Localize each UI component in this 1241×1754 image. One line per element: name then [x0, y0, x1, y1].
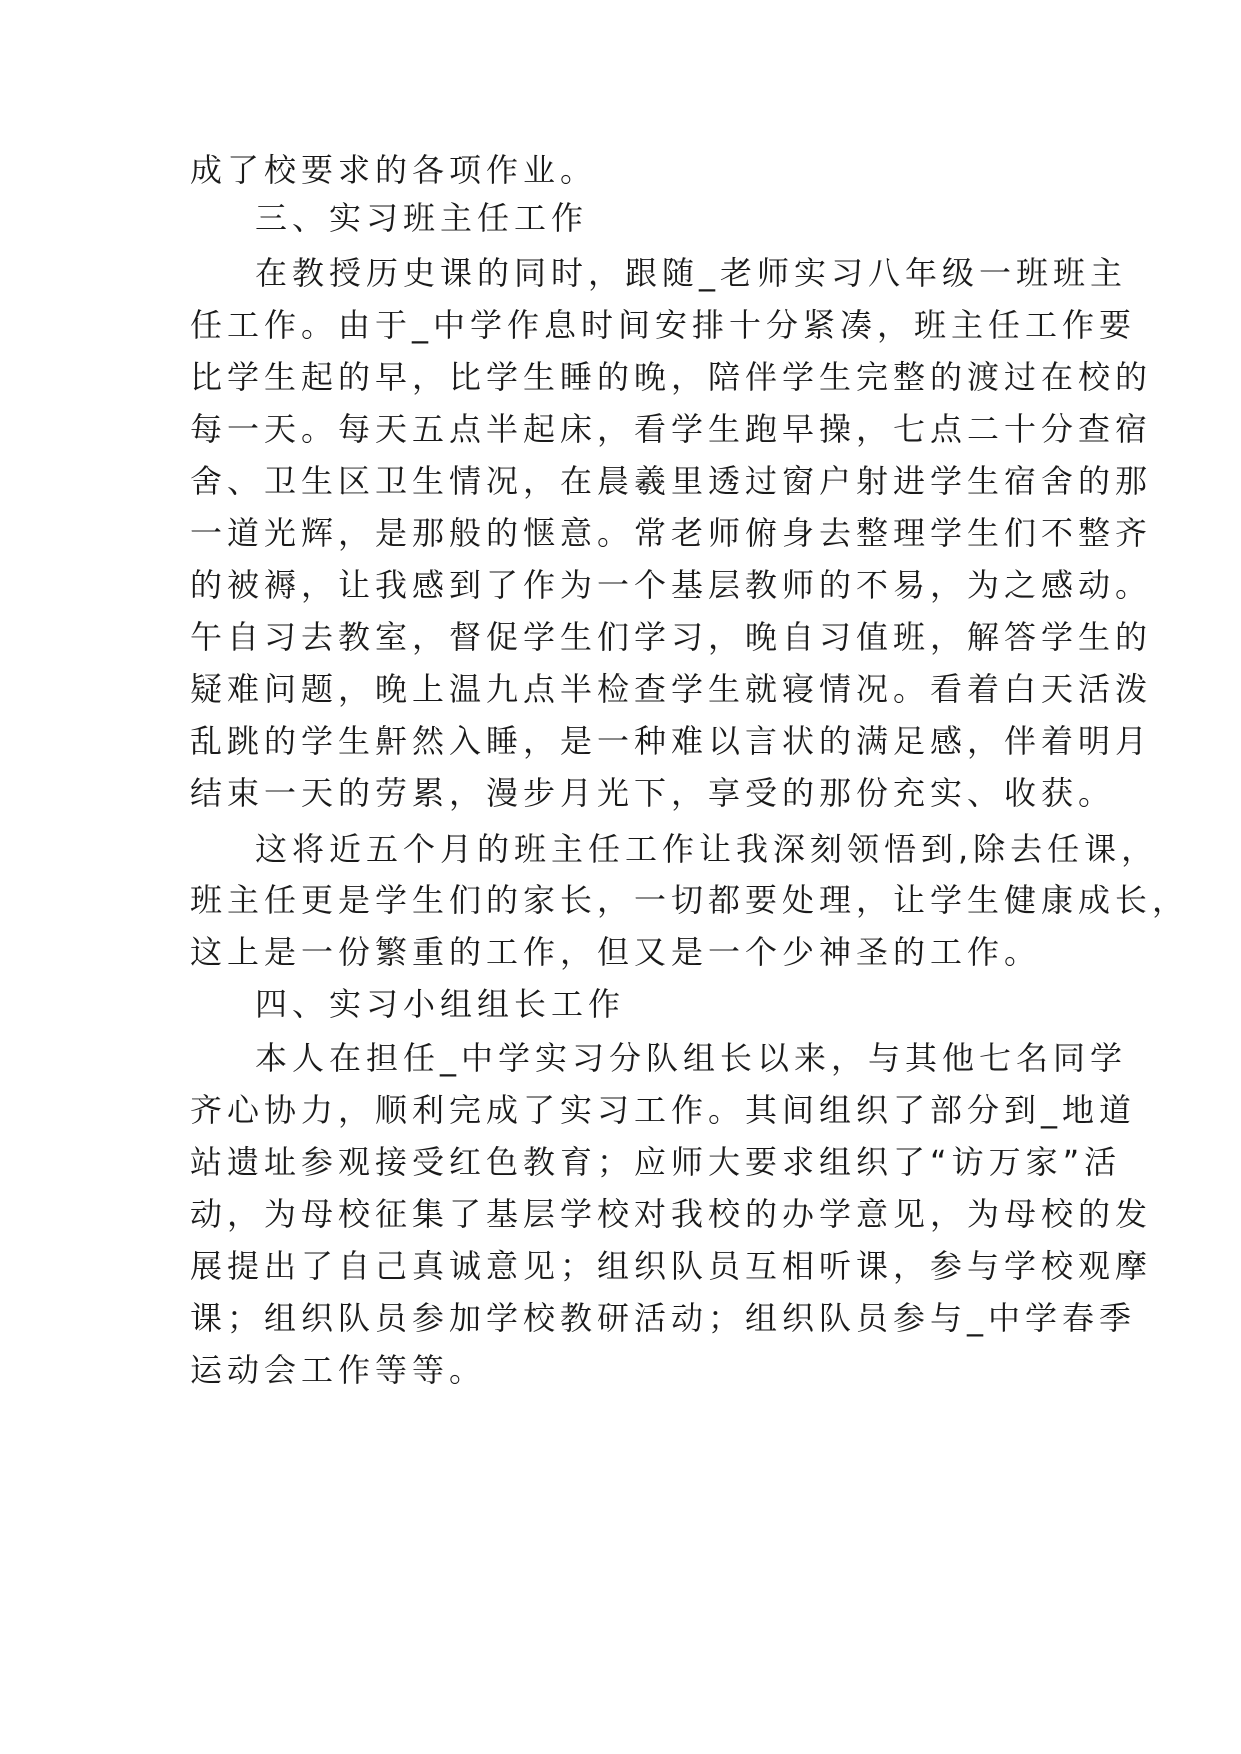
text-line: 疑难问题，晚上温九点半检查学生就寝情况。看着白天活泼	[190, 670, 1153, 708]
section-heading: 三、实习班主任工作	[255, 199, 589, 237]
text-line: 动，为母校征集了基层学校对我校的办学意见，为母校的发	[190, 1195, 1153, 1233]
text-line: 站遗址参观接受红色教育；应师大要求组织了“访万家”活	[190, 1143, 1122, 1181]
text-line: 成了校要求的各项作业。	[190, 151, 598, 189]
text-line: 课；组织队员参加学校教研活动；组织队员参与_中学春季	[190, 1299, 1137, 1337]
text-line: 舍、卫生区卫生情况，在晨羲里透过窗户射进学生宿舍的那	[190, 462, 1153, 500]
text-line: 每一天。每天五点半起床，看学生跑早操，七点二十分查宿	[190, 410, 1153, 448]
text-line: 这上是一份繁重的工作，但又是一个少神圣的工作。	[190, 933, 1042, 971]
section-heading: 四、实习小组组长工作	[255, 985, 626, 1023]
text-line: 运动会工作等等。	[190, 1351, 487, 1389]
text-line: 乱跳的学生鼾然入睡，是一种难以言状的满足感，伴着明月	[190, 722, 1153, 760]
text-line: 午自习去教室，督促学生们学习，晚自习值班，解答学生的	[190, 618, 1153, 656]
text-line: 比学生起的早，比学生睡的晚，陪伴学生完整的渡过在校的	[190, 358, 1153, 396]
text-line: 班主任更是学生们的家长，一切都要处理，让学生健康成长，	[190, 881, 1190, 919]
text-line: 在教授历史课的同时，跟随_老师实习八年级一班班主	[255, 254, 1128, 292]
text-line: 一道光辉，是那般的惬意。常老师俯身去整理学生们不整齐	[190, 514, 1153, 552]
text-line: 结束一天的劳累，漫步月光下，享受的那份充实、收获。	[190, 774, 1116, 812]
text-line: 任工作。由于_中学作息时间安排十分紧凑，班主任工作要	[190, 306, 1137, 344]
text-line: 齐心协力，顺利完成了实习工作。其间组织了部分到_地道	[190, 1091, 1137, 1129]
text-line: 展提出了自己真诚意见；组织队员互相听课，参与学校观摩	[190, 1247, 1153, 1285]
text-line: 本人在担任_中学实习分队组长以来，与其他七名同学	[255, 1039, 1128, 1077]
text-line: 这将近五个月的班主任工作让我深刻领悟到,除去任课，	[255, 830, 1159, 868]
text-line: 的被褥，让我感到了作为一个基层教师的不易，为之感动。	[190, 566, 1153, 604]
